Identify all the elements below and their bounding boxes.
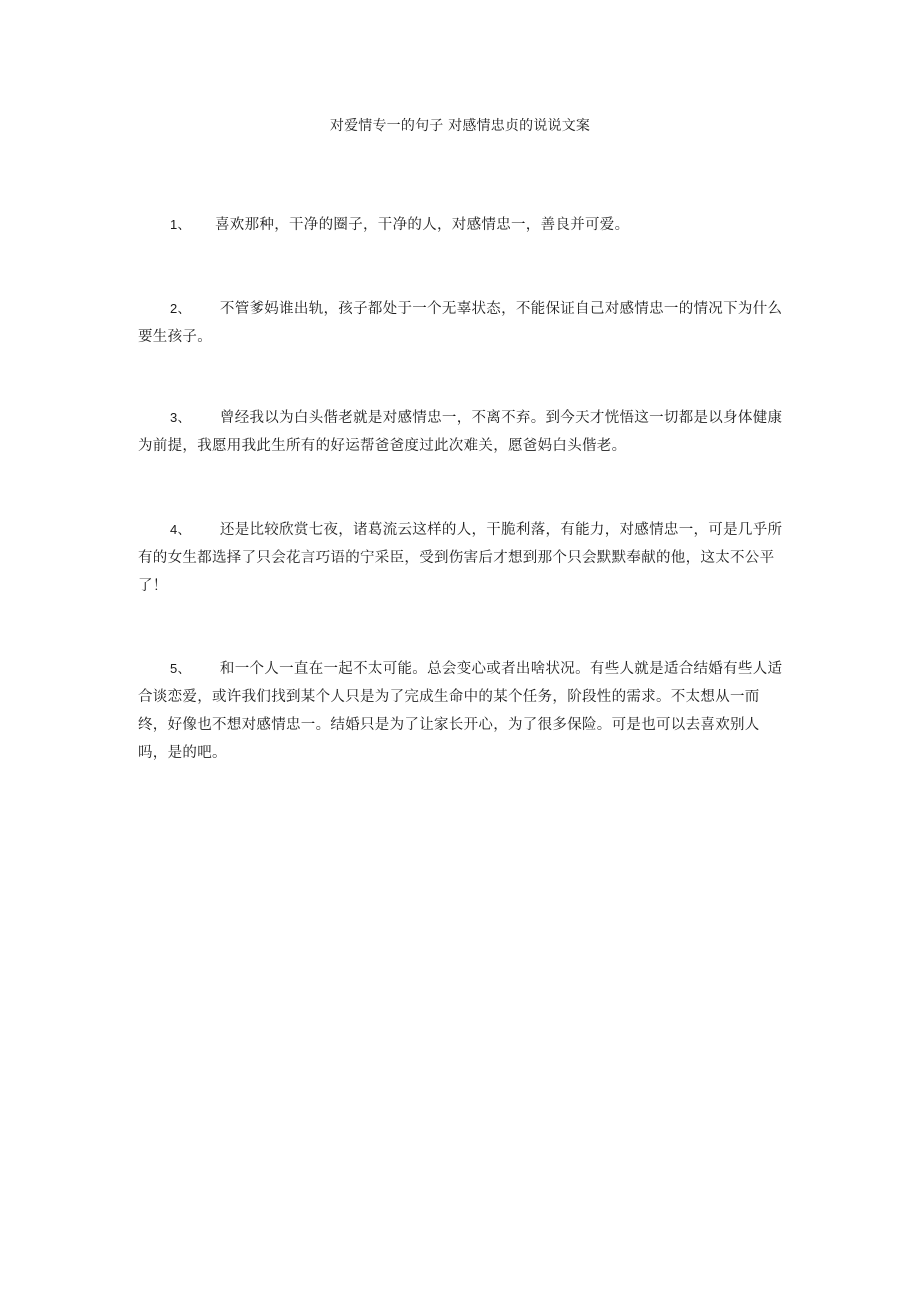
item-number: 3、 <box>170 410 191 425</box>
list-item <box>138 655 784 767</box>
item-number: 4、 <box>170 522 191 537</box>
list-item <box>138 211 784 239</box>
item-text: 曾经我以为白头偕老就是对感情忠一，不离不弃。到今天才恍悟这一切都是以身体健康为前提，我愿用我此生所有的好运帮爸爸度过此次难关，愿爸妈白头偕老。 <box>138 410 783 454</box>
list-item <box>138 404 784 460</box>
item-text: 喜欢那种，干净的圈子，干净的人，对感情忠一，善良并可爱。 <box>215 217 630 233</box>
list-item <box>138 295 784 351</box>
item-number: 5、 <box>170 661 191 676</box>
item-text: 和一个人一直在一起不太可能。总会变心或者出啥状况。有些人就是适合结婚有些人适合谈恋爱，或许我们找到某个人只是为了完成生命中的某个任务，阶段性的需求。不太想从一而终，好像也不想对感情忠一。结婚只是为了让家长开心，为了很多保险。可是也可以去喜欢别人吗，是的吧。 <box>138 661 783 761</box>
item-text: 不管爹妈谁出轨，孩子都处于一个无辜状态，不能保证自己对感情忠一的情况下为什么要生孩子。 <box>138 301 783 345</box>
item-number: 1、 <box>170 217 191 232</box>
item-text: 还是比较欣赏七夜，诸葛流云这样的人，干脆利落，有能力，对感情忠一，可是几乎所有的女生都选择了只会花言巧语的宁采臣，受到伤害后才想到那个只会默默奉献的他，这太不公平了！ <box>138 522 783 594</box>
item-number: 2、 <box>170 301 191 316</box>
document-title: 对爱情专一的句子 对感情忠贞的说说文案 <box>329 118 591 134</box>
list-item <box>138 516 784 600</box>
